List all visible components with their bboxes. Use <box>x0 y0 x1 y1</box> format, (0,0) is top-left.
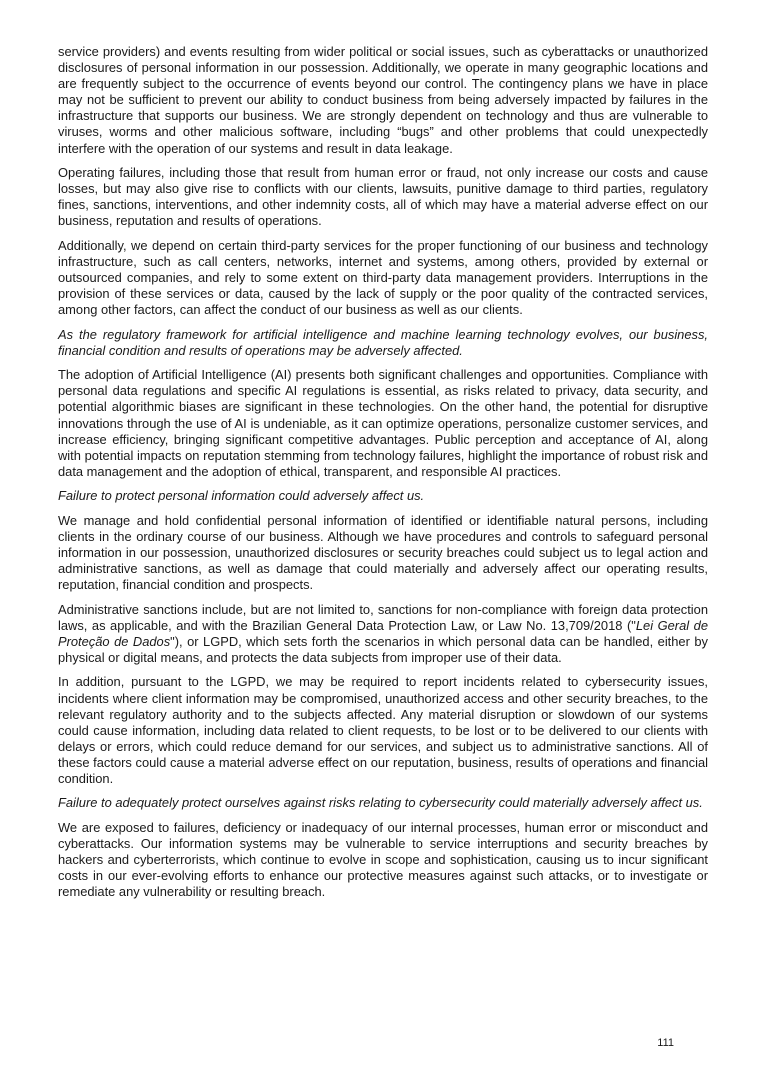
paragraph-operating-failures: Operating failures, including those that result from human error or fraud, not only increase our costs and cause losses, but may also give rise to conflicts with our clients, lawsuits, punitive damage to third parties, regulatory fines, sanctions, interventions, and other indemnity costs, all of which may have a material adverse effect on our business, reputation and results of operations. <box>58 165 708 229</box>
paragraph-operational-risk: service providers) and events resulting from wider political or social issues, such as cyberattacks or unauthorized disclosures of personal information in our possession. Additionally, we operate in many geographic locations and are frequently subject to the occurrence of events beyond our control. The contingency plans we have in place may not be sufficient to prevent our ability to conduct business from being adversely impacted by failures in the infrastructure that supports our business. We are strongly dependent on technology and thus are vulnerable to viruses, worms and other malicious software, including “bugs” and other problems that could unexpectedly interfere with the operation of our systems and result in data leakage. <box>58 44 708 156</box>
page-number: 111 <box>657 1037 674 1049</box>
paragraph-ai-adoption: The adoption of Artificial Intelligence (AI) presents both significant challenges and opportunities. Compliance with personal data regulations and specific AI regulations is essential, as risks related to privacy, data security, and potential algorithmic biases are significant in these technologies. On the other hand, the potential for disruptive innovations through the use of AI is undeniable, as it can optimize operations, personalize customer services, and increase efficiency, bringing significant competitive advantages. Public perception and acceptance of AI, along with potential impacts on reputation stemming from technology failures, highlight the importance of robust risk and data management and the adoption of ethical, transparent, and responsible AI practices. <box>58 367 708 479</box>
paragraph-cybersecurity: We are exposed to failures, deficiency or inadequacy of our internal processes, human error or misconduct and cyberattacks. Our information systems may be vulnerable to service interruptions and security breaches by hackers and cyberterrorists, which continue to evolve in scope and sophistication, causing us to incur significant costs in our ever-evolving efforts to enhance our protective measures against such attacks, or to investigate or remediate any vulnerability or resulting breach. <box>58 819 708 900</box>
document-page <box>58 44 708 909</box>
lgpd-italic-name: Lei Geral de Proteção de Dados <box>58 617 708 649</box>
heading-cybersecurity: Failure to adequately protect ourselves against risks relating to cybersecurity could materially adversely affect us. <box>58 795 703 811</box>
lgpd-text-after: "), or LGPD, which sets forth the scenarios in which personal data can be handled, either by physical or digital means, and protects the data subjects from improper use of their data. <box>58 633 708 665</box>
paragraph-personal-information: We manage and hold confidential personal information of identified or identifiable natural persons, including clients in the ordinary course of our business. Although we have procedures and controls to safeguard personal information in our possession, unauthorized disclosures or security breaches could subject us to legal action and administrative sanctions, as well as damage that could materially and adversely affect our operating results, reputation, financial condition and prospects. <box>58 512 708 593</box>
paragraph-lgpd-reporting: In addition, pursuant to the LGPD, we may be required to report incidents related to cybersecurity issues, incidents where client information may be compromised, unauthorized access and other security breaches, to the relevant regulatory authority and to the subjects affected. Any material disruption or slowdown of our systems could cause information, including data related to client requests, to be lost or to be delivered to our clients with delays or errors, which could reduce demand for our services, and subject us to administrative sanctions. All of these factors could cause a material adverse effect on our reputation, business, results of operations and financial condition. <box>58 674 708 786</box>
heading-personal-information: Failure to protect personal information could adversely affect us. <box>58 488 425 504</box>
paragraph-administrative-sanctions <box>58 602 708 666</box>
heading-ai-regulation: As the regulatory framework for artificial intelligence and machine learning technology evolves, our business, financial condition and results of operations may be adversely affected. <box>58 326 708 358</box>
lgpd-text-before: Administrative sanctions include, but are not limited to, sanctions for non-compliance with foreign data protection laws, as applicable, and with the Brazilian General Data Protection Law, or Law No. 13,709/2018 (" <box>58 601 708 633</box>
paragraph-third-party-services: Additionally, we depend on certain third-party services for the proper functioning of our business and technology infrastructure, such as call centers, networks, internet and systems, among others, provided by external or outsourced companies, and rely to some extent on third-party data management providers. Interruptions in the provision of these services or data, caused by the lack of supply or the poor quality of the contracted services, among other factors, can affect the conduct of our business as well as our clients. <box>58 237 708 318</box>
